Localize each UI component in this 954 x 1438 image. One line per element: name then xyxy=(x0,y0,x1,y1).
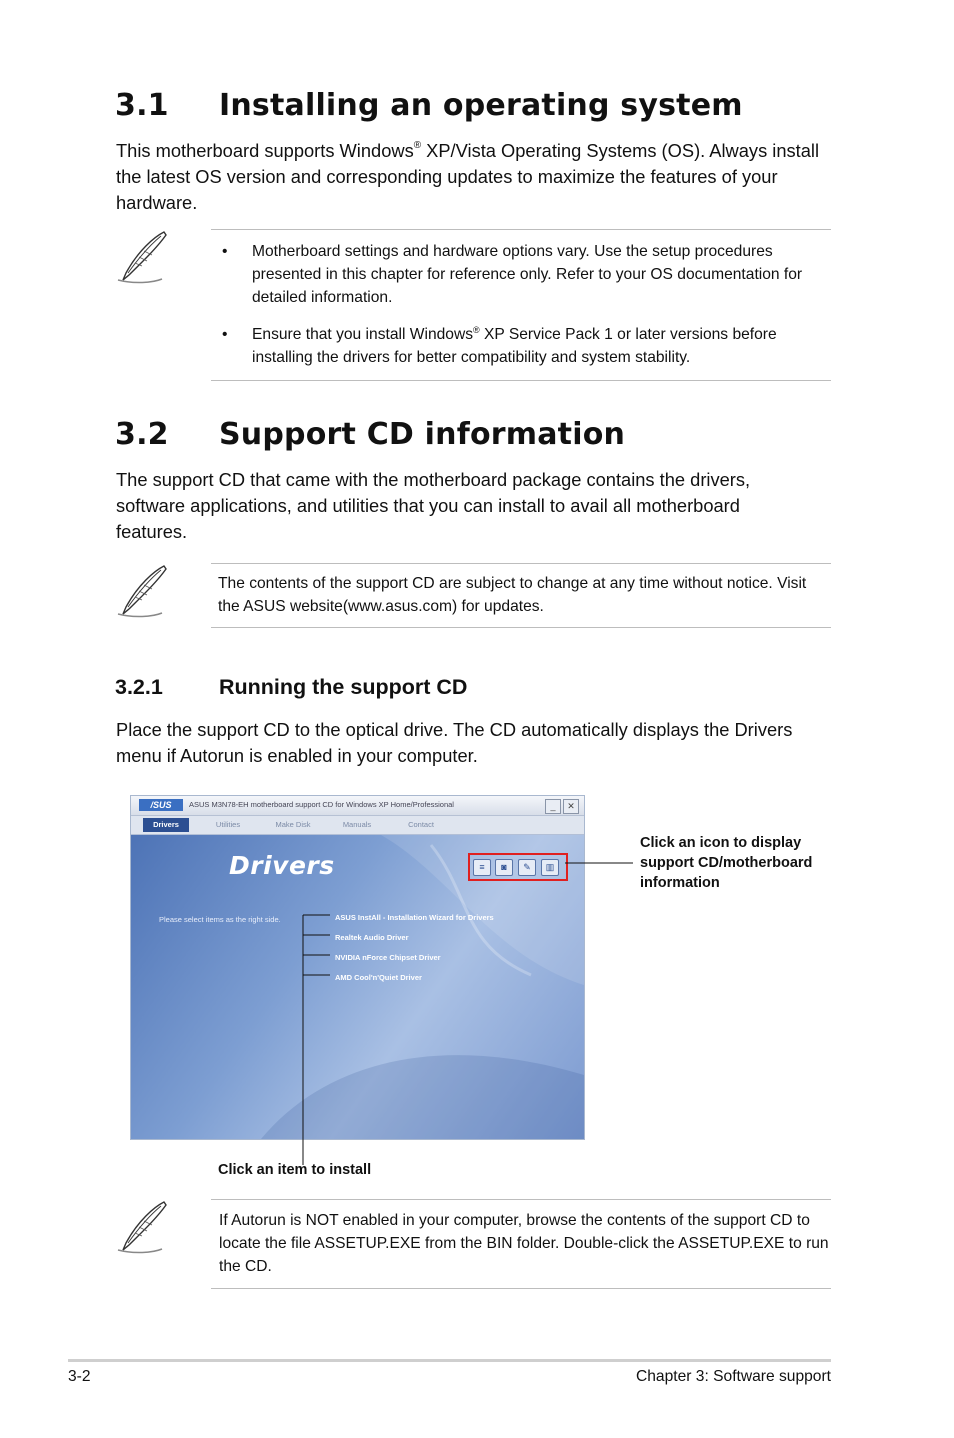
chapter-label: Chapter 3: Software support xyxy=(635,1368,831,1385)
cd-browse-icon[interactable]: ◙ xyxy=(495,859,513,876)
filelist-icon[interactable]: ▥ xyxy=(541,859,559,876)
driver-item-amd-coolnquiet[interactable]: AMD Cool'n'Quiet Driver xyxy=(335,973,422,982)
section-title: Installing an operating system xyxy=(219,88,743,123)
tab-utilities[interactable]: Utilities xyxy=(215,820,241,829)
registered-mark: ® xyxy=(413,139,422,151)
tab-make-disk[interactable]: Make Disk xyxy=(275,820,311,829)
technical-support-icon[interactable]: ✎ xyxy=(518,859,536,876)
minimize-button[interactable]: _ xyxy=(545,799,561,814)
select-hint: Please select items as the right side. xyxy=(159,915,281,924)
asus-logo: /SUS xyxy=(139,799,183,811)
bullet-dot: • xyxy=(222,326,228,343)
footer-divider xyxy=(68,1359,831,1362)
section-number: 3.2.1 xyxy=(115,675,163,699)
note-3-2: The contents of the support CD are subject to change at any time without notice. Visit the ASUS website(www.asus.com) for updates. xyxy=(211,563,831,628)
bullet-text: Motherboard settings and hardware options vary. Use the setup procedures presented in this chapter for reference only. Refer to your OS documentation for detailed information. xyxy=(252,243,803,306)
section-title: Running the support CD xyxy=(219,675,468,699)
registered-mark: ® xyxy=(473,324,480,335)
drivers-heading: Drivers xyxy=(229,851,335,880)
close-button[interactable]: ✕ xyxy=(563,799,579,814)
note-3-2-1: If Autorun is NOT enabled in your computer, browse the contents of the support CD to locate the file ASSETUP.EXE from the BIN folder. Double-click the ASSETUP.EXE to run the CD. xyxy=(211,1199,831,1289)
bullet-text-cont: XP Service Pack 1 or later versions before installing the drivers for better compatibility and system stability. xyxy=(252,326,777,366)
bullet-dot: • xyxy=(222,243,228,260)
intro-text-cont: XP/Vista Operating Systems (OS). Always install the latest OS version and corresponding updates to maximize the features of your hardware. xyxy=(116,140,820,213)
tab-manuals[interactable]: Manuals xyxy=(342,820,372,829)
bullet-text: Ensure that you install Windows xyxy=(252,326,474,343)
section-3-2-1-intro: Place the support CD to the optical drive. The CD automatically displays the Drivers menu if Autorun is enabled in your computer. xyxy=(116,719,793,766)
note-pen-icon xyxy=(114,1199,174,1255)
driver-item-asus-install[interactable]: ASUS InstAll - Installation Wizard for Drivers xyxy=(335,913,494,922)
tab-drivers[interactable]: Drivers xyxy=(143,818,189,832)
callout-icons: Click an icon to display support CD/motherboard information xyxy=(640,835,813,891)
callout-item: Click an item to install xyxy=(218,1162,372,1178)
section-3-2-intro: The support CD that came with the motherboard package contains the drivers, software applications, and utilities that you can install to avail all motherboard features. xyxy=(116,469,751,542)
section-number: 3.1 xyxy=(115,88,169,123)
page-number: 3-2 xyxy=(68,1368,91,1385)
section-number: 3.2 xyxy=(115,417,169,452)
tab-contact[interactable]: Contact xyxy=(408,820,434,829)
window-title: ASUS M3N78-EH motherboard support CD for Windows XP Home/Professional xyxy=(189,800,454,809)
driver-item-realtek-audio[interactable]: Realtek Audio Driver xyxy=(335,933,409,942)
specs-icon[interactable]: ≡ xyxy=(473,859,491,876)
section-title: Support CD information xyxy=(219,417,626,452)
intro-text: This motherboard supports Windows xyxy=(116,140,414,161)
driver-item-nvidia-chipset[interactable]: NVIDIA nForce Chipset Driver xyxy=(335,953,441,962)
